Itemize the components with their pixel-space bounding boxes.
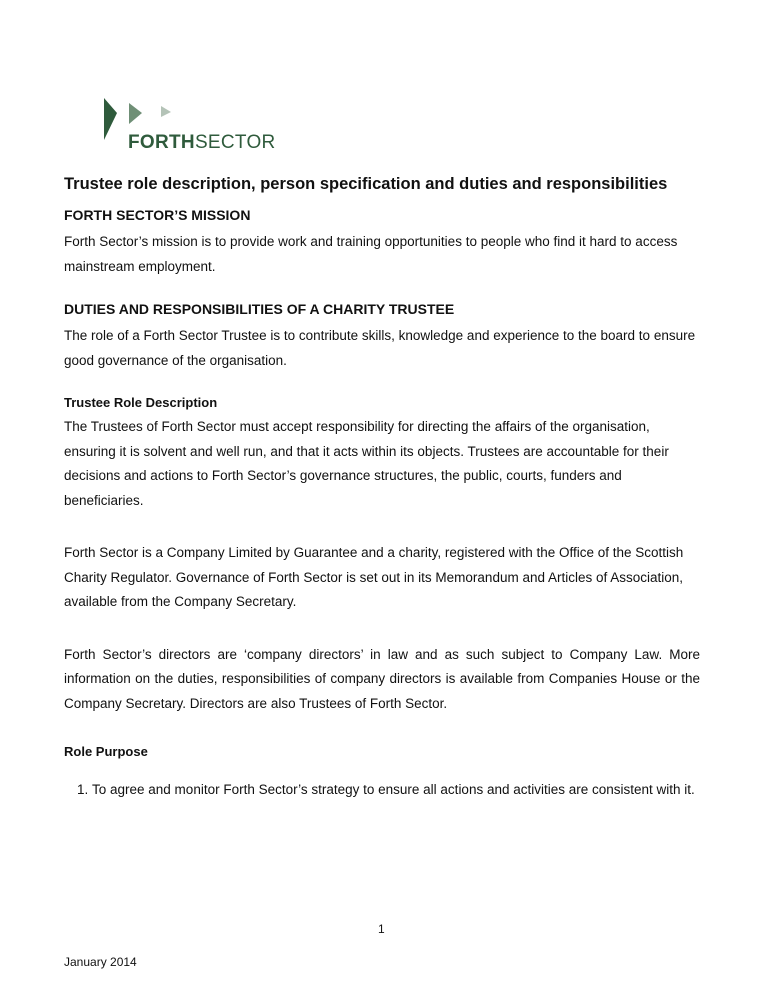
directors-text: Forth Sector’s directors are ‘company directors’ in law and as such subject to Company Law. More information on the duties, responsibilities of company directors is available from Companies House or the Company Secretary. Directors are also Trustees of Forth Sector. bbox=[64, 646, 700, 711]
footer-date: January 2014 bbox=[64, 955, 137, 969]
page-number: 1 bbox=[378, 922, 385, 936]
logo-arrow-large bbox=[104, 98, 117, 140]
forth-sector-logo bbox=[104, 98, 274, 154]
role-description-heading: Trustee Role Description bbox=[64, 395, 218, 410]
document-body bbox=[64, 175, 700, 803]
mission-heading: FORTH SECTOR’S MISSION bbox=[64, 207, 251, 223]
company-text: Forth Sector is a Company Limited by Guarantee and a charity, registered with the Office of the Scottish Charity Regulator. Governance of Forth Sector is set out in its Memorandum and Articles of Association, available from the Company Secretary. bbox=[64, 545, 684, 609]
list-item: 1. To agree and monitor Forth Sector’s strategy to ensure all actions and activities are consistent with it. bbox=[92, 778, 700, 803]
role-purpose-list bbox=[64, 778, 700, 803]
duties-text: The role of a Forth Sector Trustee is to contribute skills, knowledge and experience to the board to ensure good governance of the organisation. bbox=[64, 328, 696, 368]
duties-heading: DUTIES AND RESPONSIBILITIES OF A CHARITY TRUSTEE bbox=[64, 301, 455, 317]
logo-arrow-medium bbox=[129, 103, 142, 124]
role-description-text: The Trustees of Forth Sector must accept responsibility for directing the affairs of the organisation, ensuring it is solvent and well run, and that it acts within its objects. Trustees are accountable for their decisions and actions to Forth Sector’s governance structures, the public, courts, funders and beneficiaries. bbox=[64, 419, 669, 508]
mission-text: Forth Sector’s mission is to provide work and training opportunities to people who find it hard to access mainstream employment. bbox=[64, 234, 678, 274]
logo-arrow-small bbox=[161, 106, 171, 117]
document-title: Trustee role description, person specification and duties and responsibilities bbox=[64, 175, 668, 193]
role-purpose-heading: Role Purpose bbox=[64, 744, 148, 759]
logo-wordmark: FORTHSECTOR bbox=[128, 132, 276, 153]
